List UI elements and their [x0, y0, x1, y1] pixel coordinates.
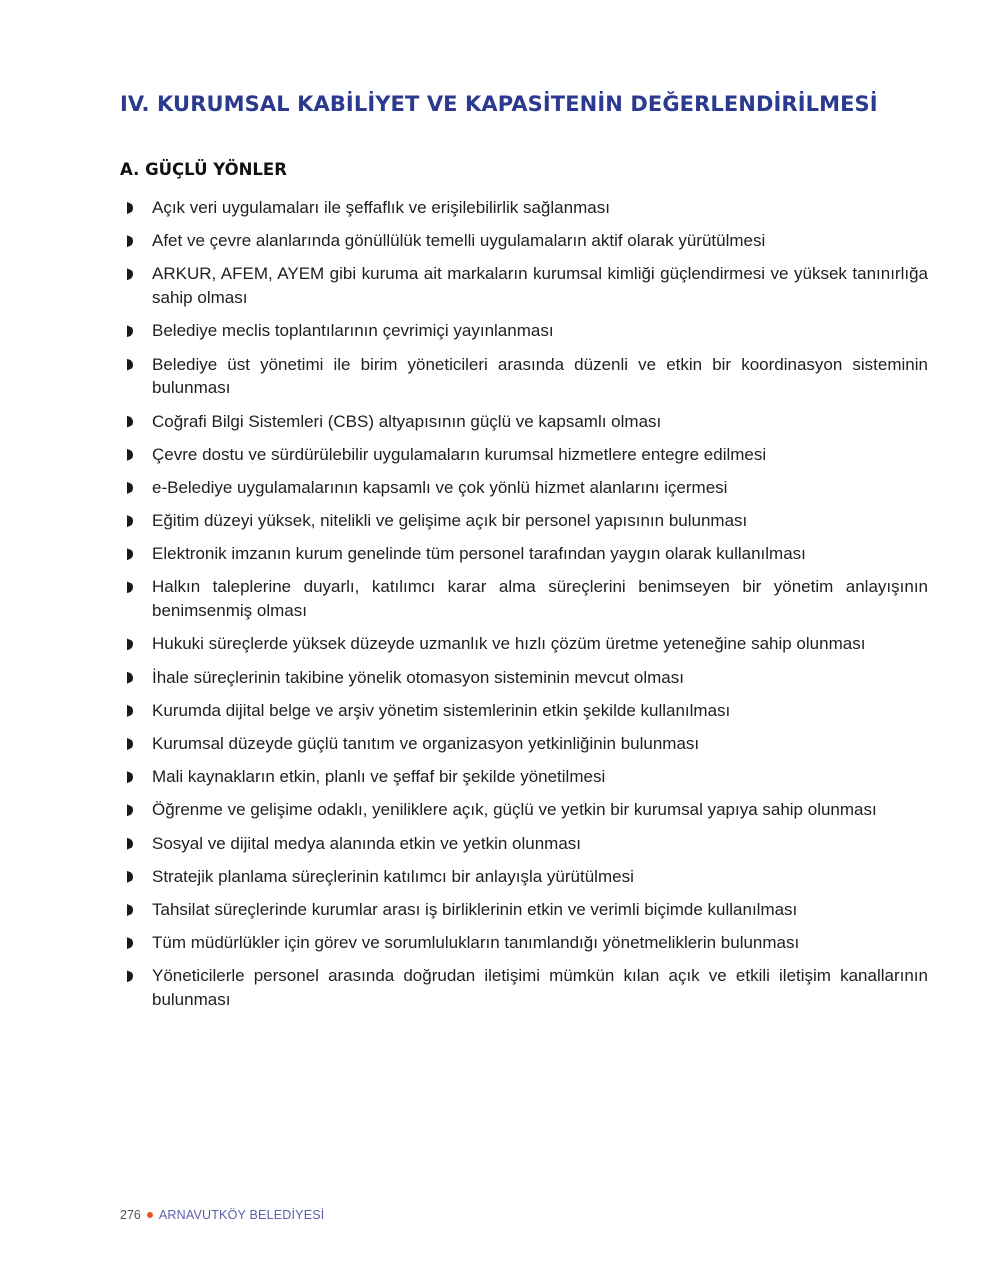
list-item — [125, 931, 928, 955]
bullet-icon — [127, 416, 133, 428]
list-item — [125, 476, 928, 500]
list-item — [125, 765, 928, 789]
list-item — [125, 865, 928, 889]
list-item-text: ARKUR, AFEM, AYEM gibi kuruma ait markaların kurumsal kimliği güçlendirmesi ve yüksek tanınırlığa sahip olması — [152, 264, 928, 308]
list-item-text: Eğitim düzeyi yüksek, nitelikli ve gelişime açık bir personel yapısının bulunması — [152, 511, 748, 531]
list-item — [125, 319, 928, 343]
list-item-text: Çevre dostu ve sürdürülebilir uygulamaların kurumsal hizmetlere entegre edilmesi — [152, 444, 767, 464]
list-item — [125, 666, 928, 690]
bullet-icon — [127, 672, 133, 684]
strengths-list — [125, 196, 928, 1021]
list-item-text: Yöneticilerle personel arasında doğrudan iletişimi mümkün kılan açık ve etkili iletişim kanallarının bulunması — [152, 966, 928, 1010]
bullet-icon — [127, 235, 133, 247]
list-item — [125, 575, 928, 623]
list-item — [125, 443, 928, 467]
list-item-text: Sosyal ve dijital medya alanında etkin ve yetkin olunması — [152, 833, 582, 853]
bullet-dot-icon — [147, 1212, 153, 1218]
list-item-text: Stratejik planlama süreçlerinin katılımcı bir anlayışla yürütülmesi — [152, 866, 634, 886]
list-item-text: İhale süreçlerinin takibine yönelik otomasyon sisteminin mevcut olması — [152, 667, 684, 687]
bullet-icon — [127, 738, 133, 750]
bullet-icon — [127, 581, 133, 593]
list-item-text: Afet ve çevre alanlarında gönüllülük temelli uygulamaların aktif olarak yürütülmesi — [152, 231, 766, 251]
list-item — [125, 798, 928, 822]
bullet-icon — [127, 515, 133, 527]
list-item — [125, 832, 928, 856]
list-item-text: Tahsilat süreçlerinde kurumlar arası iş birliklerinin etkin ve verimli biçimde kullanılması — [152, 899, 798, 919]
bullet-icon — [127, 904, 133, 916]
list-item-text: e-Belediye uygulamalarının kapsamlı ve çok yönlü hizmet alanlarını içermesi — [152, 477, 728, 497]
bullet-icon — [127, 771, 133, 783]
bullet-icon — [127, 449, 133, 461]
list-item — [125, 196, 928, 220]
bullet-icon — [127, 838, 133, 850]
bullet-icon — [127, 638, 133, 650]
list-item-text: Öğrenme ve gelişime odaklı, yeniliklere açık, güçlü ve yetkin bir kurumsal yapıya sahip olunması — [152, 800, 877, 820]
list-item-text: Elektronik imzanın kurum genelinde tüm personel tarafından yaygın olarak kullanılması — [152, 544, 806, 564]
list-item — [125, 898, 928, 922]
list-item-text: Belediye üst yönetimi ile birim yöneticileri arasında düzenli ve etkin bir koordinasyon sisteminin bulunması — [152, 354, 928, 398]
list-item-text: Kurumda dijital belge ve arşiv yönetim sistemlerinin etkin şekilde kullanılması — [152, 700, 731, 720]
list-item — [125, 542, 928, 566]
list-item-text: Açık veri uygulamaları ile şeffaflık ve erişilebilirlik sağlanması — [152, 198, 610, 217]
list-item-text: Halkın taleplerine duyarlı, katılımcı karar alma süreçlerini benimseyen bir yönetim anlayışının benimsenmiş olması — [152, 577, 928, 621]
bullet-icon — [127, 548, 133, 560]
bullet-icon — [127, 268, 133, 280]
bullet-icon — [127, 871, 133, 883]
bullet-icon — [127, 202, 133, 214]
page-title: IV. KURUMSAL KABİLİYET VE KAPASİTENİN DEĞERLENDİRİLMESİ — [120, 92, 878, 116]
list-item-text: Kurumsal düzeyde güçlü tanıtım ve organizasyon yetkinliğinin bulunması — [152, 734, 700, 754]
bullet-icon — [127, 482, 133, 494]
list-item-text: Hukuki süreçlerde yüksek düzeyde uzmanlık ve hızlı çözüm üretme yeteneğine sahip olunması — [152, 634, 866, 654]
page-footer — [120, 1208, 324, 1222]
list-item-text: Coğrafi Bilgi Sistemleri (CBS) altyapısının güçlü ve kapsamlı olması — [152, 411, 662, 431]
bullet-icon — [127, 705, 133, 717]
list-item-text: Belediye meclis toplantılarının çevrimiçi yayınlanması — [152, 321, 554, 341]
bullet-icon — [127, 937, 133, 949]
list-item-text: Tüm müdürlükler için görev ve sorumlulukların tanımlandığı yönetmeliklerin bulunması — [152, 933, 800, 953]
list-item — [125, 632, 928, 656]
bullet-icon — [127, 359, 133, 371]
list-item — [125, 229, 928, 253]
list-item — [125, 699, 928, 723]
bullet-icon — [127, 804, 133, 816]
list-item-text: Mali kaynakların etkin, planlı ve şeffaf bir şekilde yönetilmesi — [152, 767, 606, 787]
list-item — [125, 732, 928, 756]
page-number: 276 — [120, 1208, 141, 1222]
list-item — [125, 964, 928, 1012]
list-item — [125, 353, 928, 401]
list-item — [125, 410, 928, 434]
organization-name: ARNAVUTKÖY BELEDİYESİ — [158, 1208, 325, 1222]
bullet-icon — [127, 970, 133, 982]
list-item — [125, 262, 928, 310]
list-item — [125, 509, 928, 533]
section-heading: A. GÜÇLÜ YÖNLER — [120, 160, 287, 179]
bullet-icon — [127, 325, 133, 337]
